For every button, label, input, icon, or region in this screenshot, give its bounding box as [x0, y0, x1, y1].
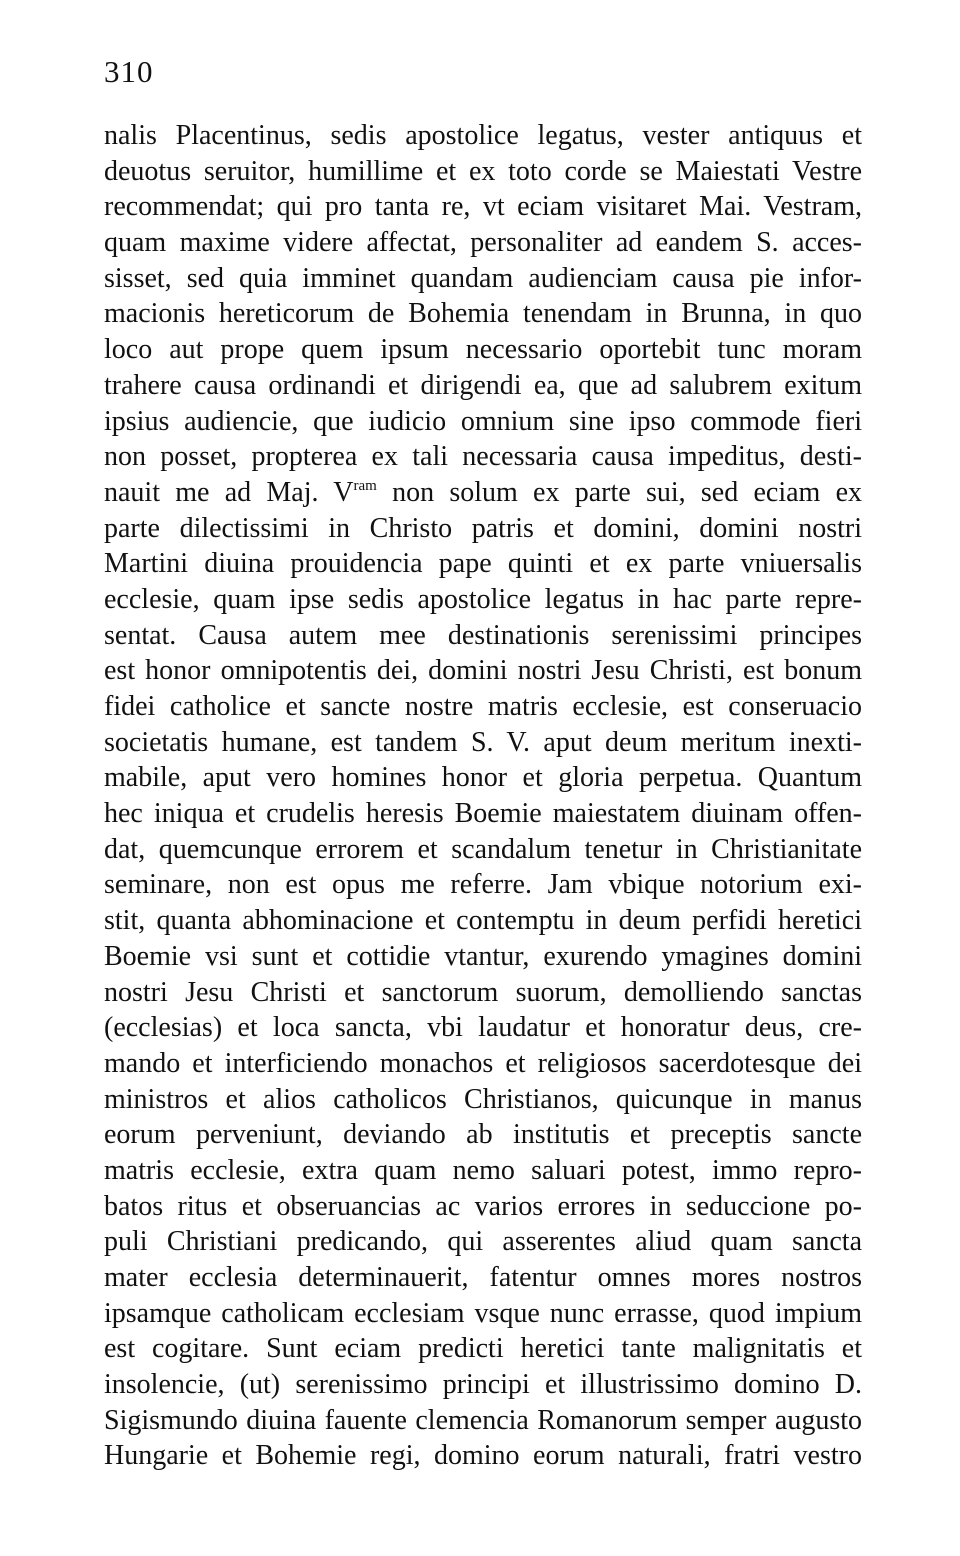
- text-line-16: est honor omnipotentis dei, domini nostri Jesu Christi, est bonum: [104, 655, 862, 687]
- text-line-5: sisset, sed quia imminet quandam audienciam causa pie infor-: [104, 262, 862, 294]
- text-line-38: Hungarie et Bohemie regi, domino eorum naturali, fratri vestro: [104, 1440, 862, 1472]
- text-line-9: ipsius audiencie, que iudicio omnium sine ipso commode fieri: [104, 405, 862, 437]
- text-line-32: puli Christiani predicando, qui asserentes aliud quam sancta: [104, 1226, 862, 1258]
- text-line-8: trahere causa ordinandi et dirigendi ea, que ad salubrem exitum: [104, 369, 862, 401]
- abbreviation: [333, 477, 377, 508]
- text-line-11-end: non solum ex parte sui, sed eciam ex: [392, 476, 863, 508]
- text-line-30: matris ecclesie, extra quam nemo saluari potest, immo repro-: [104, 1154, 862, 1186]
- body-text: [104, 118, 862, 1474]
- text-line-21: dat, quemcunque errorem et scandalum tenetur in Christianitate: [104, 833, 862, 865]
- text-line-11-start: nauit me ad Maj.: [104, 476, 319, 508]
- text-line-37: Sigismundo diuina fauente clemencia Romanorum semper augusto: [104, 1404, 862, 1436]
- text-line-14: ecclesie, quam ipse sedis apostolice legatus in hac parte repre-: [104, 583, 862, 615]
- text-line-27: mando et interficiendo monachos et religiosos sacerdotesque dei: [104, 1047, 862, 1079]
- text-line-3: recommendat; qui pro tanta re, vt eciam visitaret Mai. Vestram,: [104, 191, 862, 223]
- text-line-6: macionis hereticorum de Bohemia tenendam in Brunna, in quo: [104, 298, 862, 330]
- text-line-22: seminare, non est opus me referre. Jam vbique notorium exi-: [104, 869, 862, 901]
- text-line-1: nalis Placentinus, sedis apostolice legatus, vester antiquus et: [104, 120, 862, 151]
- abbreviation-base: V: [333, 476, 354, 508]
- text-line-13: Martini diuina prouidencia pape quinti et ex parte vniuersalis: [104, 548, 862, 580]
- text-line-17: fidei catholice et sancte nostre matris ecclesie, est conseruacio: [104, 691, 862, 722]
- text-line-24: Boemie vsi sunt et cottidie vtantur, exurendo ymagines domini: [104, 940, 862, 972]
- text-line-11: [104, 475, 862, 511]
- text-line-25: nostri Jesu Christi et sanctorum suorum, demolliendo sanctas: [104, 976, 862, 1008]
- text-line-12: parte dilectissimi in Christo patris et domini, domini nostri: [104, 512, 862, 544]
- page-number: 310: [104, 54, 154, 89]
- text-line-29: eorum perveniunt, deviando ab institutis et preceptis sancte: [104, 1119, 862, 1151]
- text-line-15: sentat. Causa autem mee destinationis serenissimi principes: [104, 619, 862, 651]
- text-line-31: batos ritus et obseruancias ac varios errores in seduccione po-: [104, 1190, 862, 1222]
- text-line-36: insolencie, (ut) serenissimo principi et illustrissimo domino D.: [104, 1369, 862, 1401]
- abbreviation-superscript: ram: [353, 477, 377, 494]
- text-line-20: hec iniqua et crudelis heresis Boemie maiestatem diuinam offen-: [104, 798, 862, 830]
- text-line-28: ministros et alios catholicos Christianos, quicunque in manus: [104, 1083, 862, 1115]
- text-line-7: loco aut prope quem ipsum necessario oportebit tunc moram: [104, 334, 862, 366]
- text-line-18: societatis humane, est tandem S. V. aput deum meritum inexti-: [104, 726, 862, 758]
- text-line-33: mater ecclesia determinauerit, fatentur omnes mores nostros: [104, 1262, 862, 1293]
- text-line-19: mabile, aput vero homines honor et gloria perpetua. Quantum: [104, 762, 862, 794]
- text-line-2: deuotus seruitor, humillime et ex toto corde se Maiestati Vestre: [104, 155, 862, 187]
- text-line-23: stit, quanta abhominacione et contemptu in deum perfidi heretici: [104, 905, 862, 937]
- text-line-26: (ecclesias) et loca sancta, vbi laudatur et honoratur deus, cre-: [104, 1012, 862, 1044]
- text-line-35: est cogitare. Sunt eciam predicti heretici tante malignitatis et: [104, 1333, 862, 1365]
- text-line-4: quam maxime videre affectat, personaliter ad eandem S. acces-: [104, 227, 862, 259]
- text-line-34: ipsamque catholicam ecclesiam vsque nunc errasse, quod impium: [104, 1297, 862, 1329]
- text-line-10: non posset, propterea ex tali necessaria causa impeditus, desti-: [104, 441, 862, 473]
